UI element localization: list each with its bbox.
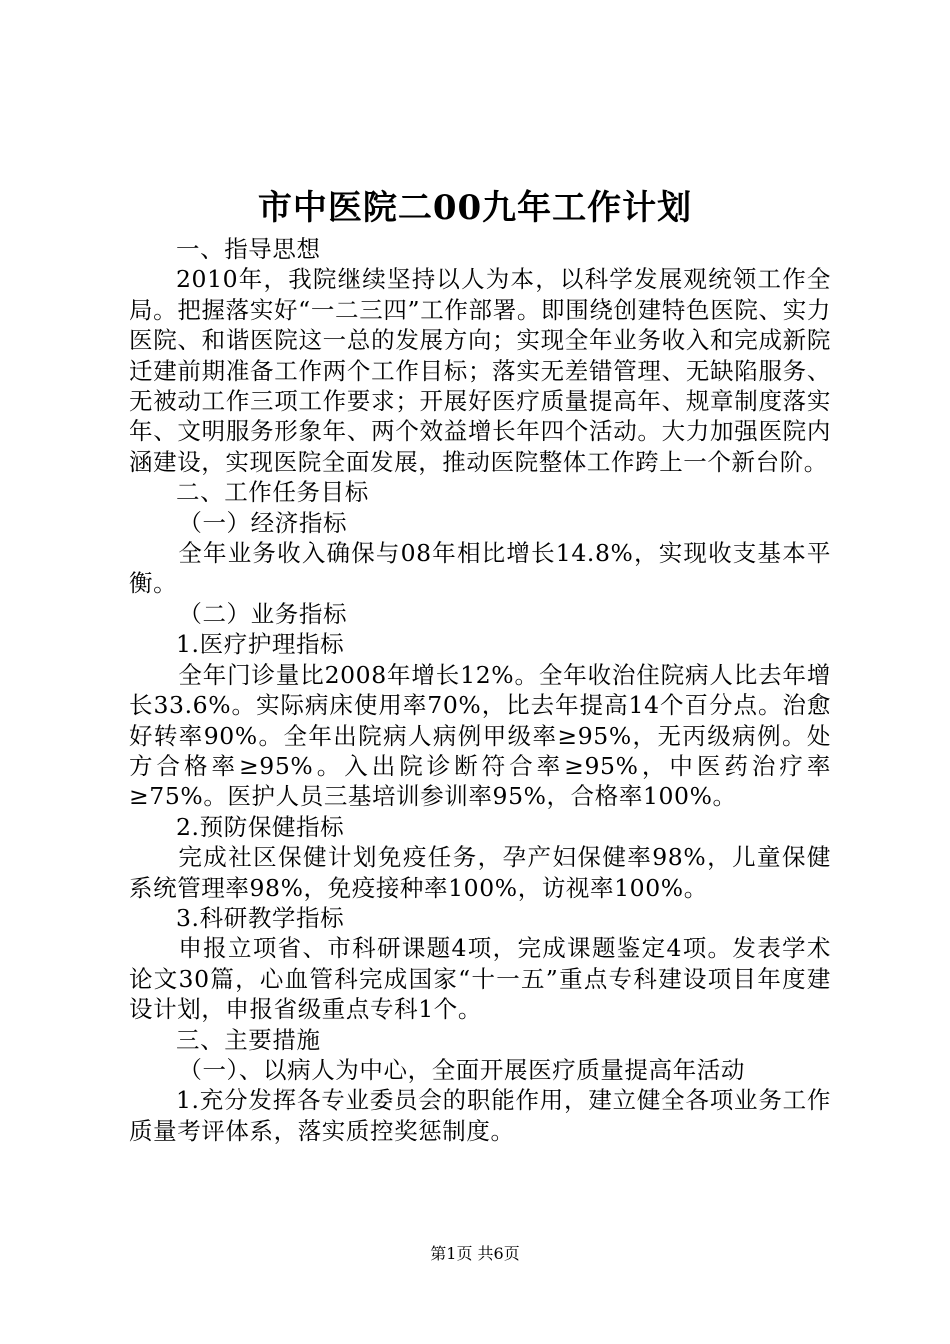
paragraph-measure-1: 1.充分发挥各专业委员会的职能作用，建立健全各项业务工作质量考评体系，落实质控奖惩制度。 <box>129 1086 831 1145</box>
document-body <box>129 234 831 1146</box>
subheading-medical-nursing: 1.医疗护理指标 <box>176 630 345 659</box>
section-heading-guiding-ideology: 一、指导思想 <box>176 235 321 263</box>
page-footer: 第1页 共6页 <box>430 1244 520 1263</box>
section-heading-work-targets: 二、工作任务目标 <box>176 478 369 507</box>
subheading-research-teaching: 3.科研教学指标 <box>176 903 345 932</box>
paragraph-guiding-ideology: 2010年，我院继续坚持以人为本，以科学发展观统领工作全局。把握落实好“一二三四”工作部署。即围绕创建特色医院、实力医院、和谐医院这一总的发展方向；实现全年业务收入和完成新院迁建前期准备工作两个工作目标；落实无差错管理、无缺陷服务、无被动工作三项工作要求；开展好医疗质量提高年、规章制度落实年、文明服务形象年、两个效益增长年四个活动。大力加强医院内涵建设，实现医院全面发展，推动医院整体工作跨上一个新台阶。 <box>129 265 831 476</box>
paragraph-preventive-care: 完成社区保健计划免疫任务，孕产妇保健率98%，儿童保健系统管理率98%，免疫接种率100%，访视率100%。 <box>129 843 831 902</box>
subheading-patient-centered: （一）、以病人为中心，全面开展医疗质量提高年活动 <box>178 1055 745 1084</box>
paragraph-medical-nursing: 全年门诊量比2008年增长12%。全年收治住院病人比去年增长33.6%。实际病床使用率70%，比去年提高14个百分点。治愈好转率90%。全年出院病人病例甲级率≥95%，无丙级病例。处方合格率≥95%。入出院诊断符合率≥95%，中医药治疗率≥75%。医护人员三基培训参训率95%，合格率100%。 <box>129 660 831 811</box>
subheading-preventive-care: 2.预防保健指标 <box>176 812 345 841</box>
subheading-economic-indicators: （一）经济指标 <box>178 508 348 537</box>
paragraph-research-teaching: 申报立项省、市科研课题4项，完成课题鉴定4项。发表学术论文30篇，心血管科完成国家“十一五”重点专科建设项目年度建设计划，申报省级重点专科1个。 <box>129 934 831 1024</box>
section-heading-main-measures: 三、主要措施 <box>176 1025 321 1054</box>
document-title: 市中医院二00九年工作计划 <box>257 188 693 228</box>
subheading-business-indicators: （二）业务指标 <box>178 599 348 628</box>
paragraph-economic-indicators: 全年业务收入确保与08年相比增长14.8%，实现收支基本平衡。 <box>129 539 831 598</box>
